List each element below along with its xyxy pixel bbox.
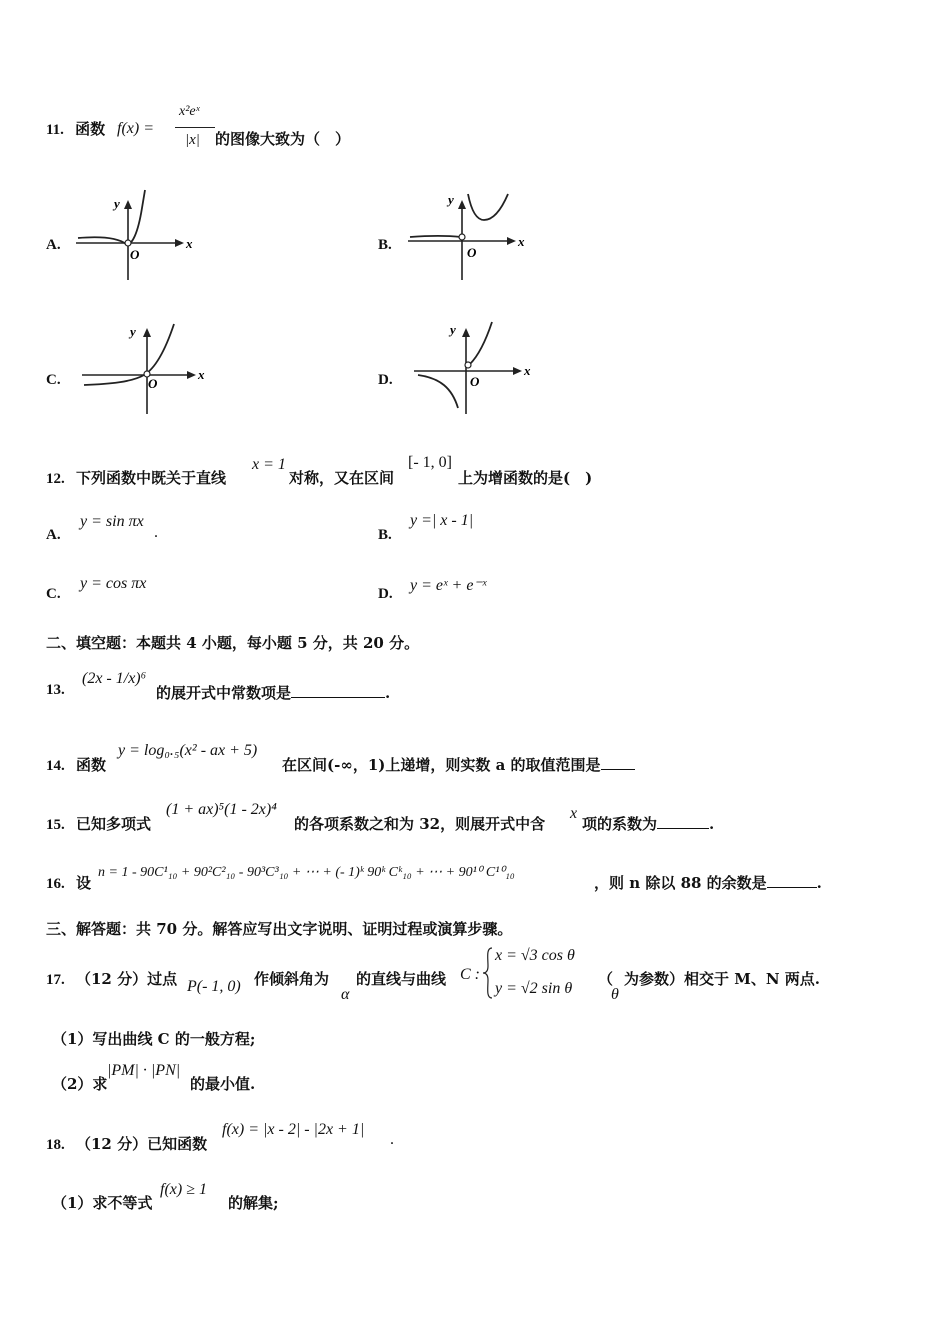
- q13-math: (2x - 1/x)⁶: [82, 670, 147, 687]
- x-axis-arrow: [187, 371, 196, 379]
- x-axis-arrow: [507, 237, 516, 245]
- q17-system-brace: [482, 946, 494, 1000]
- y-axis-arrow: [458, 200, 466, 209]
- q18-stem: [46, 1133, 207, 1154]
- q12-number: 12.: [46, 471, 65, 487]
- y-axis-arrow: [124, 200, 132, 209]
- q18-sub1-math: f(x) ≥ 1: [160, 1181, 207, 1198]
- q18-math: f(x) = |x - 2| - |2x + 1|: [222, 1121, 365, 1138]
- q11-suffix: 的图像大致为（ ）: [215, 130, 351, 148]
- curve: [84, 324, 174, 385]
- q11-option-a-label: A.: [46, 237, 61, 253]
- axis-y-label: y: [114, 196, 120, 211]
- q17-eq1: x = √3 cos θ: [495, 947, 575, 964]
- q14-stem: [46, 754, 106, 775]
- origin-hole: [459, 234, 465, 240]
- q17-curve-label: C :: [460, 966, 480, 983]
- curve: [78, 190, 145, 244]
- q11-number: 11.: [46, 122, 64, 138]
- q12-option-c-math: y = cos πx: [80, 575, 147, 592]
- axis-y-label: y: [130, 324, 136, 339]
- q18-number: 18.: [46, 1137, 65, 1153]
- axis-x-label: x: [186, 236, 193, 251]
- q14-answer-blank[interactable]: [601, 755, 635, 770]
- q16-math: n = 1 - 90C¹₁₀ + 90²C²₁₀ - 90³C³₁₀ + ⋯ + (- 1)ᵏ 90ᵏ Cᵏ₁₀ + ⋯ + 90¹⁰ C¹⁰₁₀: [98, 865, 515, 880]
- q13-text-main: 的展开式中常数项是: [156, 684, 292, 702]
- origin-hole: [125, 240, 131, 246]
- q17-point: P(- 1, 0): [187, 978, 241, 995]
- q17-score: （12 分）过点: [75, 970, 178, 988]
- q17-sub2-prefix: （2）求: [52, 1075, 108, 1093]
- q12-text2: 对称，又在区间: [289, 469, 395, 487]
- q17-text1: 作倾斜角为: [254, 970, 330, 988]
- q12-option-d-math: y = eˣ + e⁻ˣ: [410, 577, 487, 594]
- origin-label: O: [470, 374, 480, 389]
- q11-option-b-label: B.: [378, 237, 392, 253]
- origin-label: O: [467, 245, 477, 260]
- q12-option-a-label: A.: [46, 527, 61, 543]
- q11-option-d-label: D.: [378, 372, 393, 388]
- q18-sub1-prefix: （1）求不等式: [52, 1194, 153, 1212]
- q17-sub2-math: |PM| · |PN|: [107, 1062, 181, 1079]
- q15-text2: 项的系数为: [582, 815, 658, 833]
- q16-answer-blank[interactable]: [767, 873, 817, 888]
- q12-text1: 下列函数中既关于直线: [75, 469, 226, 487]
- q16-end: .: [816, 874, 822, 892]
- q18-score: （12 分）已知函数: [75, 1135, 208, 1153]
- q12-option-a-tail: .: [154, 524, 158, 541]
- right-branch: [468, 194, 508, 220]
- q13-number: 13.: [46, 682, 65, 698]
- q15-math2: x: [570, 805, 578, 822]
- axis-y-label: y: [450, 322, 456, 337]
- q17-alpha: α: [341, 986, 350, 1003]
- q14-text: [282, 754, 635, 775]
- q16-prefix: 设: [75, 874, 91, 892]
- q11-prefix: 函数: [75, 120, 106, 138]
- q14-math: y = log₀.₅(x² - ax + 5): [118, 742, 258, 759]
- q11-stem: [46, 118, 105, 158]
- q16-stem: [46, 872, 91, 893]
- section-2-heading: 二、填空题：本题共 4 小题，每小题 5 分，共 20 分。: [46, 634, 420, 652]
- q11-option-c-label: C.: [46, 372, 61, 388]
- q15-number: 15.: [46, 817, 65, 833]
- q18-sub1-suffix: 的解集;: [228, 1194, 279, 1212]
- q11-option-c-graph: [80, 318, 210, 418]
- q11-option-b-graph: [406, 188, 536, 284]
- q11-option-a-graph: [74, 188, 204, 284]
- q17-sub1: （1）写出曲线 C 的一般方程;: [52, 1030, 256, 1048]
- q11-fraction-bar: [175, 127, 215, 128]
- q12-option-c-label: C.: [46, 586, 61, 602]
- right-branch: [470, 322, 492, 364]
- q11-formula-den: |x|: [185, 132, 200, 148]
- q12-text3: 上为增函数的是( ): [458, 469, 593, 487]
- q12-stem: [46, 467, 226, 488]
- q12-math-line: x = 1: [252, 456, 286, 473]
- q15-math: (1 + ax)⁵(1 - 2x)⁴: [166, 801, 277, 818]
- y-axis-arrow: [143, 328, 151, 337]
- y-axis-arrow: [462, 328, 470, 337]
- q14-text-main: 在区间(-∞，1)上递增，则实数 a 的取值范围是: [282, 756, 601, 774]
- q11-option-d-graph: [412, 318, 542, 418]
- origin-label: O: [130, 247, 140, 262]
- q15-text2-wrap: [582, 813, 714, 834]
- q11-formula-num: x²eˣ: [179, 104, 200, 119]
- q13-text: [156, 682, 390, 703]
- q12-math-interval: [- 1, 0]: [408, 454, 452, 471]
- q17-stem: [46, 968, 177, 989]
- x-axis-arrow: [513, 367, 522, 375]
- q12-option-b-label: B.: [378, 527, 392, 543]
- q14-number: 14.: [46, 758, 65, 774]
- q15-prefix: 已知多项式: [75, 815, 151, 833]
- q14-prefix: 函数: [75, 756, 106, 774]
- axis-x-label: x: [198, 367, 205, 382]
- axis-x-label: x: [524, 363, 531, 378]
- q16-number: 16.: [46, 876, 65, 892]
- q15-stem: [46, 813, 151, 834]
- q17-text3: （: [598, 970, 614, 988]
- axis-y-label: y: [448, 192, 454, 207]
- q15-text1: 的各项系数之和为 32，则展开式中含: [294, 815, 546, 833]
- q17-number: 17.: [46, 972, 65, 988]
- origin-label: O: [148, 376, 158, 391]
- section-3-heading: 三、解答题：共 70 分。解答应写出文字说明、证明过程或演算步骤。: [46, 920, 513, 938]
- q16-text: [594, 872, 822, 893]
- q16-text-main: ，则 n 除以 88 的余数是: [594, 874, 767, 892]
- left-branch: [410, 236, 461, 237]
- q17-sub2-suffix: 的最小值.: [190, 1075, 256, 1093]
- q15-end: .: [709, 815, 715, 833]
- q17-theta: θ: [611, 986, 619, 1003]
- q18-end: .: [390, 1131, 394, 1148]
- q12-option-b-math: y =| x - 1|: [410, 512, 474, 529]
- q15-answer-blank[interactable]: [657, 814, 709, 829]
- q13-end: .: [385, 684, 391, 702]
- q11-formula-lhs: f(x) =: [117, 120, 154, 137]
- q12-option-d-label: D.: [378, 586, 393, 602]
- q17-eq2: y = √2 sin θ: [495, 980, 573, 997]
- left-branch: [418, 375, 458, 408]
- q12-option-a-math: y = sin πx: [80, 513, 144, 530]
- x-axis-arrow: [175, 239, 184, 247]
- axis-x-label: x: [518, 234, 525, 249]
- origin-hole: [465, 362, 471, 368]
- q17-text2: 的直线与曲线: [356, 970, 447, 988]
- q17-text4: 为参数）相交于 M、N 两点.: [624, 970, 820, 988]
- q13-answer-blank[interactable]: [291, 683, 385, 698]
